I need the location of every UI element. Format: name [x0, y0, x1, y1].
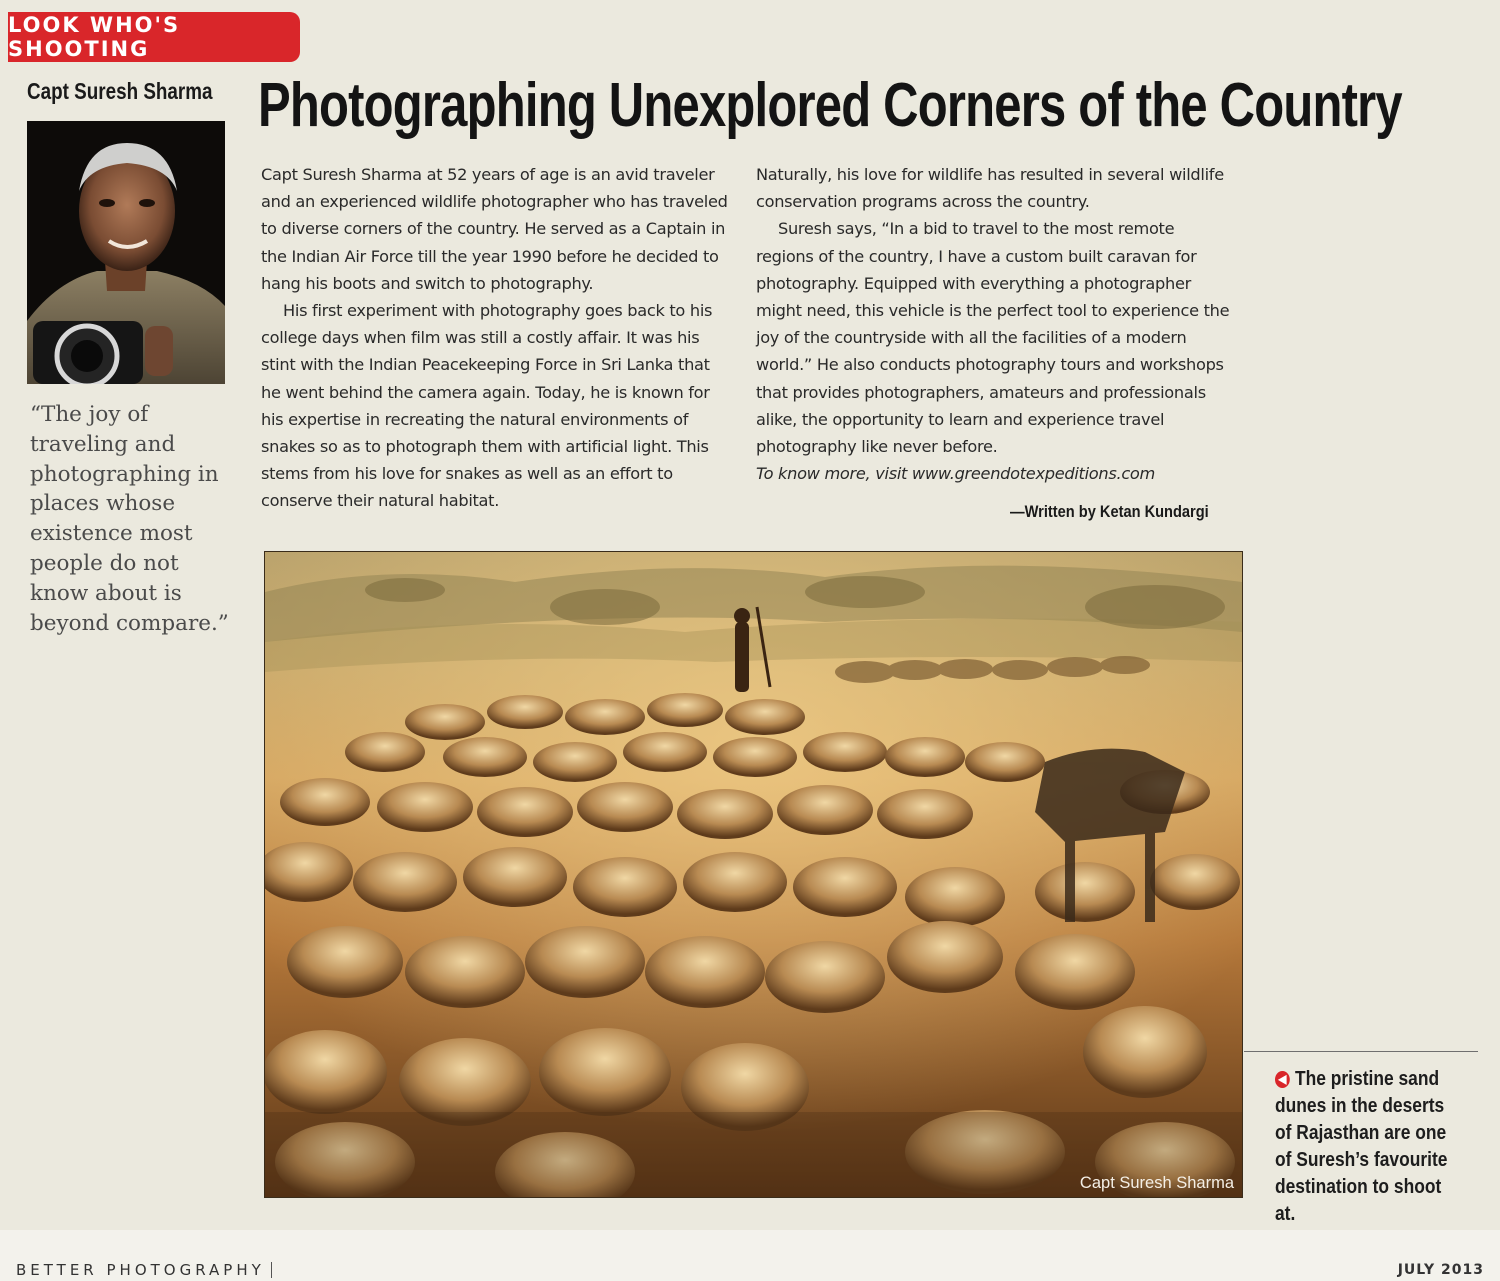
article-headline: Photographing Unexplored Corners of the Country [258, 71, 1402, 140]
magazine-name: BETTER PHOTOGRAPHY [16, 1261, 265, 1279]
paragraph: Suresh says, “In a bid to travel to the most remote regions of the country, I have a custom built caravan for photography. Equipped with everything a photographer might need, this vehicle is the perfect tool to experience the joy of the countryside with all the facilities of a modern world.” He also conducts photography tours and workshops that provides photographers, amateurs and professionals alike, the opportunity to learn and experience travel photography like never before. [756, 219, 1230, 457]
writer-credit: —Written by Ketan Kundargi [1010, 502, 1209, 521]
photographer-portrait [27, 121, 225, 384]
paragraph: Naturally, his love for wildlife has resulted in several wildlife conservation programs across the country. [756, 165, 1224, 212]
paragraph: His first experiment with photography goes back to his college days when film was still a costly affair. It was his stint with the Indian Peacekeeping Force in Sri Lanka that he went behind the camera again. Today, he is known for his expertise in recreating the natural environments of snakes so as to photograph them with artificial light. This stems from his love for snakes as well as an effort to conserve their natural habitat. [261, 301, 713, 511]
photo-caption [1275, 1066, 1462, 1228]
website-link-text: To know more, visit www.greendotexpeditions.com [756, 464, 1156, 484]
article-column-2 [756, 161, 1236, 487]
footer-issue-date: JULY 2013 [1397, 1262, 1484, 1278]
photo-credit: Capt Suresh Sharma [1079, 1174, 1234, 1192]
pull-quote: “The joy of traveling and photographing in places whose existence most people do not know about is beyond compare.” [30, 402, 229, 636]
paragraph: Capt Suresh Sharma at 52 years of age is an avid traveler and an experienced wildlife photographer who has traveled to diverse corners of the country. He served as a Captain in the Indian Air Force till the year 1990 before he decided to hang his boots and switch to photography. [261, 165, 728, 293]
section-tag-label: LOOK WHO'S SHOOTING [8, 13, 181, 61]
section-tag [8, 12, 300, 62]
article-column-1 [261, 161, 731, 515]
photographer-byline: Capt Suresh Sharma [27, 78, 213, 104]
desert-sheep-photo [264, 551, 1243, 1198]
photo-caption-text: The pristine sand dunes in the deserts of Rajasthan are one of Suresh’s favourite destination to shoot at. [1275, 1068, 1448, 1225]
caption-divider [1244, 1051, 1478, 1052]
footer-magazine-name [16, 1261, 272, 1279]
footer-divider [271, 1262, 272, 1278]
arrow-left-icon: ◀ [1275, 1071, 1290, 1088]
